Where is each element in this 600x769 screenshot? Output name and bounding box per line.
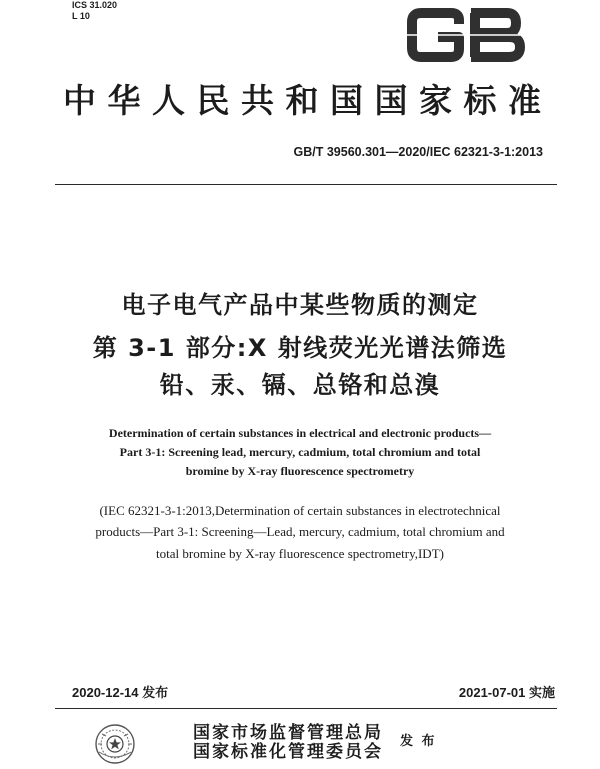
title-zh-line-3: 铅、汞、镉、总铬和总溴 [159, 371, 441, 399]
title-en-line-3: bromine by X-ray fluorescence spectrometry [185, 464, 415, 478]
issue-action-label: 发 布 [400, 734, 437, 749]
issue-date: 2020-12-14 发布 [72, 685, 169, 700]
title-en-line-1: Determination of certain substances in electrical and electronic products— [108, 426, 492, 440]
issuer-sac: 国家标准化管理委员会 [193, 742, 383, 762]
bottom-divider [55, 708, 557, 709]
issuer-samr: 国家市场监督管理总局 [193, 723, 383, 743]
standard-category-title: 中华人民共和国国家标准 [63, 81, 553, 120]
title-zh-line-2: 第 3-1 部分:X 射线荧光光谱法筛选 [92, 334, 508, 362]
top-divider [55, 184, 557, 185]
title-en-line-2: Part 3-1: Screening lead, mercury, cadmium, total chromium and total [119, 445, 481, 459]
adoption-note-line-3: total bromine by X-ray fluorescence spectrometry,IDT) [156, 546, 444, 561]
gb-logo [405, 8, 527, 62]
adoption-note-line-2: products—Part 3-1: Screening—Lead, mercury, cadmium, total chromium and [95, 524, 505, 539]
ics-code: ICS 31.020 [72, 0, 118, 10]
ccs-code: L 10 [72, 11, 90, 21]
title-zh-line-1: 电子电气产品中某些物质的测定 [121, 291, 479, 319]
implementation-date: 2021-07-01 实施 [458, 685, 555, 700]
adoption-note-line-1: (IEC 62321-3-1:2013,Determination of certain substances in electrotechnical [99, 503, 501, 518]
standard-number: GB/T 39560.301—2020/IEC 62321-3-1:2013 [293, 145, 543, 159]
seal-emblem-icon [90, 722, 140, 767]
